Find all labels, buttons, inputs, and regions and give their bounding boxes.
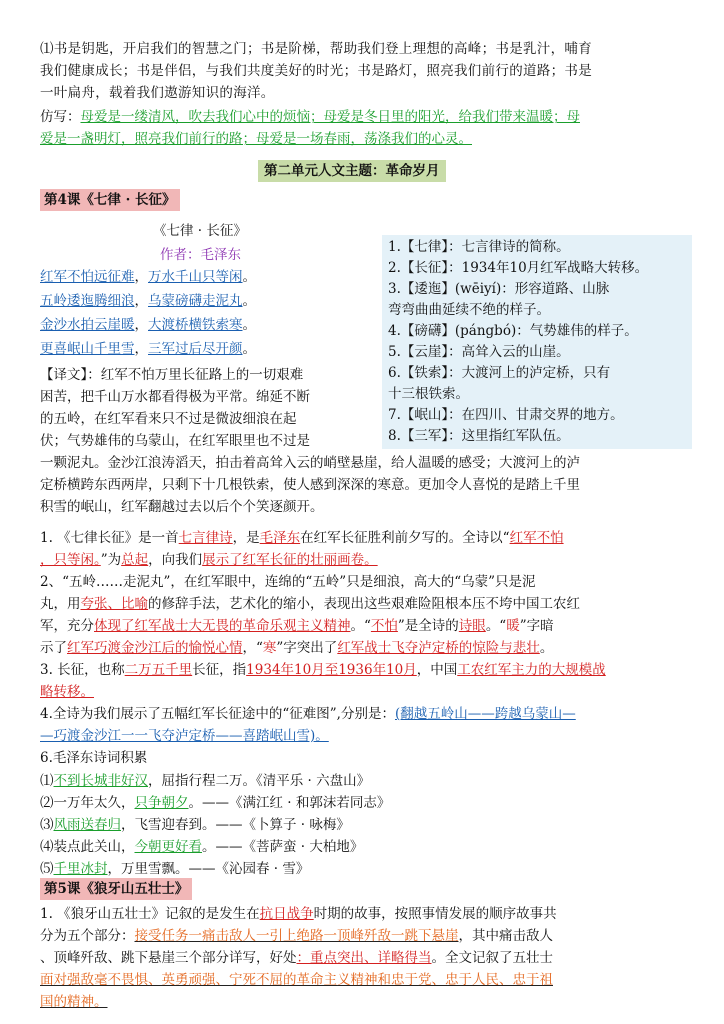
translation-line: 一颗泥丸。金沙江浪涛滔天，拍击着高耸入云的峭壁悬崖，给人温暖的感受；大渡河上的泸 bbox=[40, 455, 580, 471]
annotation-item: 十三根铁索。 bbox=[388, 386, 469, 402]
item-number: ⑴ bbox=[40, 773, 54, 789]
annotation-box bbox=[382, 235, 692, 449]
highlight: ：重点突出、详略得当 bbox=[296, 950, 432, 966]
annotation-item: 8.【三军】：这里指红军队伍。 bbox=[388, 428, 570, 444]
poem-half: 金沙水拍云崖暖 bbox=[40, 317, 135, 333]
highlight: 风雨送春归 bbox=[53, 817, 121, 833]
point-3 bbox=[40, 659, 606, 681]
text: ，飞雪迎春到。——《卜算子 · 咏梅》 bbox=[121, 817, 350, 833]
translation-line: 伏；气势雄伟的乌蒙山，在红军眼里也不过是 bbox=[40, 433, 310, 449]
point-2 bbox=[40, 571, 536, 593]
highlight: 接受任务一痛击敌人一引上绝路一顶峰歼敌一跳下悬崖 bbox=[134, 928, 459, 944]
poem-half: 更喜岷山千里雪 bbox=[40, 341, 135, 357]
highlight: 七言律诗 bbox=[178, 530, 233, 546]
poetry-item bbox=[40, 792, 390, 814]
text: 4.全诗为我们展示了五幅红军长征途中的“征难图”,分别是： bbox=[40, 706, 395, 722]
text: 。“ bbox=[485, 618, 507, 634]
poem-line bbox=[40, 338, 256, 360]
poem-punct: ， bbox=[134, 341, 148, 357]
point-2-cont bbox=[40, 637, 553, 659]
item-number: ⑶ bbox=[40, 817, 54, 833]
item-number: ⑸ bbox=[40, 861, 54, 877]
highlight: 总起 bbox=[121, 552, 149, 568]
annotation-item: 6.【铁索】：大渡河上的泸定桥，只有 bbox=[388, 365, 611, 381]
point-4 bbox=[40, 703, 576, 725]
imitation-paragraph bbox=[40, 106, 688, 150]
text: ”是全诗的 bbox=[397, 618, 459, 634]
highlight: 二万五千里 bbox=[124, 662, 193, 678]
lesson-5-line bbox=[40, 947, 553, 969]
translation-line: 的五岭，在红军看来只不过是微波细浪在起 bbox=[40, 411, 297, 427]
text: 1. 《狼牙山五壮士》记叙的是发生在 bbox=[40, 906, 260, 922]
poem-line bbox=[40, 314, 256, 336]
lesson-4-tag: 第4课《七律 · 长征》 bbox=[40, 189, 180, 211]
text: ，向我们 bbox=[148, 552, 203, 568]
text: ，其中痛击敌人 bbox=[458, 928, 553, 944]
item-number: ⑵ bbox=[40, 795, 54, 811]
highlight: 只争朝夕 bbox=[134, 795, 189, 811]
poem-half: 乌蒙磅礴走泥丸 bbox=[148, 293, 243, 309]
text: 长征，指 bbox=[192, 662, 247, 678]
text: 时期的故事，按照事情发展的顺序故事共 bbox=[313, 906, 557, 922]
poetry-item bbox=[40, 770, 370, 792]
text: 。“ bbox=[350, 618, 371, 634]
highlight: 诗眼 bbox=[458, 618, 486, 634]
point-2-cont bbox=[40, 615, 554, 637]
annotation-item: 弯弯曲曲延续不绝的样子。 bbox=[388, 302, 550, 318]
lesson-5-line bbox=[40, 925, 553, 947]
text: 军，充分 bbox=[40, 618, 94, 634]
translation-line: 定桥横跨东西两岸，只剩下十几根铁索，使人感到深深的寒意。更加令人喜悦的是踏上千里 bbox=[40, 477, 580, 493]
translation-line: 困苦，把千山万水都看得极为平常。绵延不断 bbox=[40, 389, 310, 405]
highlight: 今朝更好看 bbox=[134, 839, 202, 855]
point-1 bbox=[40, 527, 564, 549]
text: 3. 长征，也称 bbox=[40, 662, 125, 678]
highlight: 不到长城非好汉 bbox=[53, 773, 148, 789]
highlight: 工农红军主力的大规模战 bbox=[457, 662, 606, 678]
poem-punct: 。 bbox=[242, 317, 256, 333]
highlight: 略转移。 bbox=[40, 684, 94, 700]
text: ”为 bbox=[100, 552, 122, 568]
point-3-cont bbox=[40, 681, 94, 703]
point-4-cont bbox=[40, 725, 329, 747]
poem-punct: 。 bbox=[242, 269, 256, 285]
poem-author: 作者：毛泽东 bbox=[160, 247, 241, 263]
text: 。全文记叙了五壮士 bbox=[431, 950, 553, 966]
point-1-cont bbox=[40, 549, 378, 571]
text: 在红军长征胜利前夕写的。全诗以“ bbox=[300, 530, 510, 546]
text: 装点此关山， bbox=[53, 839, 135, 855]
highlight: 红军不怕 bbox=[509, 530, 564, 546]
point-2-cont bbox=[40, 593, 580, 615]
intro-line: 一叶扁舟，载着我们遨游知识的海洋。 bbox=[40, 85, 275, 101]
imitation-text: 母爱是一缕清风，吹去我们心中的烦恼；母爱是冬日里的阳光，给我们带来温暖；母 bbox=[80, 109, 580, 125]
text: 、顶峰歼敌、跳下悬崖三个部分详写，好处 bbox=[40, 950, 297, 966]
poem-half: 五岭逶迤腾细浪 bbox=[40, 293, 135, 309]
highlight: 毛泽东 bbox=[259, 530, 301, 546]
imitation-label: 仿写： bbox=[40, 109, 81, 125]
translation-line: 积雪的岷山，红军翻越过去以后个个笑逐颜开。 bbox=[40, 499, 324, 515]
text: ，是 bbox=[232, 530, 260, 546]
translation-line: 【译文】：红军不怕万里长征路上的一切艰难 bbox=[40, 367, 304, 383]
text: ，屈指行程二万。《清平乐 · 六盘山》 bbox=[148, 773, 371, 789]
text: 。 bbox=[539, 640, 554, 656]
poem-punct: ， bbox=[134, 293, 148, 309]
annotation-item: 4.【磅礴】(pángbó)：气势雄伟的样子。 bbox=[388, 323, 638, 339]
text: 。——《满江红 · 和郭沫若同志》 bbox=[188, 795, 391, 811]
text: ”字突出了 bbox=[276, 640, 338, 656]
text: 一万年太久， bbox=[53, 795, 135, 811]
poem-half: 万水千山只等闲 bbox=[148, 269, 243, 285]
highlight: 1934年10月至1936年10月 bbox=[246, 662, 417, 678]
poem-line bbox=[40, 290, 256, 312]
poem-half: 红军不怕远征难 bbox=[40, 269, 135, 285]
highlight: 红军战士飞夺泸定桥的惊险与悲壮 bbox=[337, 640, 540, 656]
highlight: 夸张、比喻 bbox=[80, 596, 148, 612]
text: 。——《菩萨蛮 · 大柏地》 bbox=[202, 839, 364, 855]
item-number: ⑷ bbox=[40, 839, 54, 855]
annotation-item: 7.【岷山】：在四川、甘肃交界的地方。 bbox=[388, 407, 624, 423]
text: 1. 《七律长征》是一首 bbox=[40, 530, 179, 546]
annotation-item: 2.【长征】：1934年10月红军战略大转移。 bbox=[388, 260, 649, 276]
highlight: 红军巧渡金沙江后的愉悦心情 bbox=[67, 640, 243, 656]
text: 示了 bbox=[40, 640, 67, 656]
text: 丸，用 bbox=[40, 596, 81, 612]
intro-line: ⑴书是钥匙，开启我们的智慧之门；书是阶梯，帮助我们登上理想的高峰；书是乳汁，哺育 bbox=[40, 41, 592, 57]
highlight: —巧渡金沙江一一飞夺泸定桥——喜踏岷山雪)。 bbox=[40, 728, 329, 744]
imitation-text: 爱是一盏明灯，照亮我们前行的路；母爱是一场春雨，荡涤我们的心灵。 bbox=[40, 131, 472, 147]
poem-half: 大渡桥横铁索寒 bbox=[148, 317, 243, 333]
poem-punct: ， bbox=[134, 269, 148, 285]
annotation-item: 3.【逶迤】(wēiyí)：形容道路、山脉 bbox=[388, 281, 610, 297]
text: ，“ bbox=[242, 640, 263, 656]
text: ”字暗 bbox=[519, 618, 554, 634]
poem-half: 三军过后尽开颜 bbox=[148, 341, 243, 357]
intro-paragraph bbox=[40, 38, 688, 104]
highlight: 展示了红军长征的壮丽画卷。 bbox=[202, 552, 378, 568]
text: 的修辞手法，艺术化的缩小，表现出这些艰难险阻根本压不垮中国工农红 bbox=[148, 596, 580, 612]
lesson-5-line: 面对强敌毫不畏惧、英勇顽强、宁死不屈的革命主义精神和忠于党、忠于人民、忠于祖 bbox=[40, 972, 553, 988]
lesson-5-line: 国的精神。 bbox=[40, 994, 108, 1010]
highlight: 寒 bbox=[262, 640, 277, 656]
poem-punct: 。 bbox=[242, 293, 256, 309]
point-6-title: 6.毛泽东诗词积累 bbox=[40, 750, 148, 766]
lesson-5-tag: 第5课《狼牙山五壮士》 bbox=[40, 878, 192, 900]
text: ，中国 bbox=[416, 662, 458, 678]
poem-punct: ， bbox=[134, 317, 148, 333]
intro-line: 我们健康成长；书是伴侣，与我们共度美好的时光；书是路灯，照亮我们前行的道路；书是 bbox=[40, 63, 592, 79]
highlight: (翻越五岭山——跨越乌蒙山— bbox=[394, 706, 576, 722]
annotation-item: 5.【云崖】：高耸入云的山崖。 bbox=[388, 344, 570, 360]
poetry-item bbox=[40, 814, 350, 836]
text: ，万里雪飘。——《沁园春 · 雪》 bbox=[107, 861, 310, 877]
lesson-5-line bbox=[40, 903, 557, 925]
highlight: 暖 bbox=[506, 618, 520, 634]
text: 分为五个部分： bbox=[40, 928, 135, 944]
highlight: 抗日战争 bbox=[259, 906, 314, 922]
poem-line bbox=[40, 266, 256, 288]
poetry-item bbox=[40, 836, 363, 858]
poem-punct: 。 bbox=[242, 341, 256, 357]
highlight: 千里冰封 bbox=[53, 861, 108, 877]
text: 2、“五岭……走泥丸”，在红军眼中，连绵的“五岭”只是细浪，高大的“乌蒙”只是泥 bbox=[40, 574, 536, 590]
poetry-item bbox=[40, 858, 309, 880]
highlight: 体现了红军战士大无畏的革命乐观主义精神 bbox=[94, 618, 351, 634]
highlight: ，只等闲。 bbox=[40, 552, 101, 568]
poem-title: 《七律 · 长征》 bbox=[153, 223, 247, 239]
unit-title: 第二单元人文主题：革命岁月 bbox=[258, 160, 446, 182]
highlight: 不怕 bbox=[370, 618, 398, 634]
annotation-item: 1.【七律】：七言律诗的简称。 bbox=[388, 239, 570, 255]
